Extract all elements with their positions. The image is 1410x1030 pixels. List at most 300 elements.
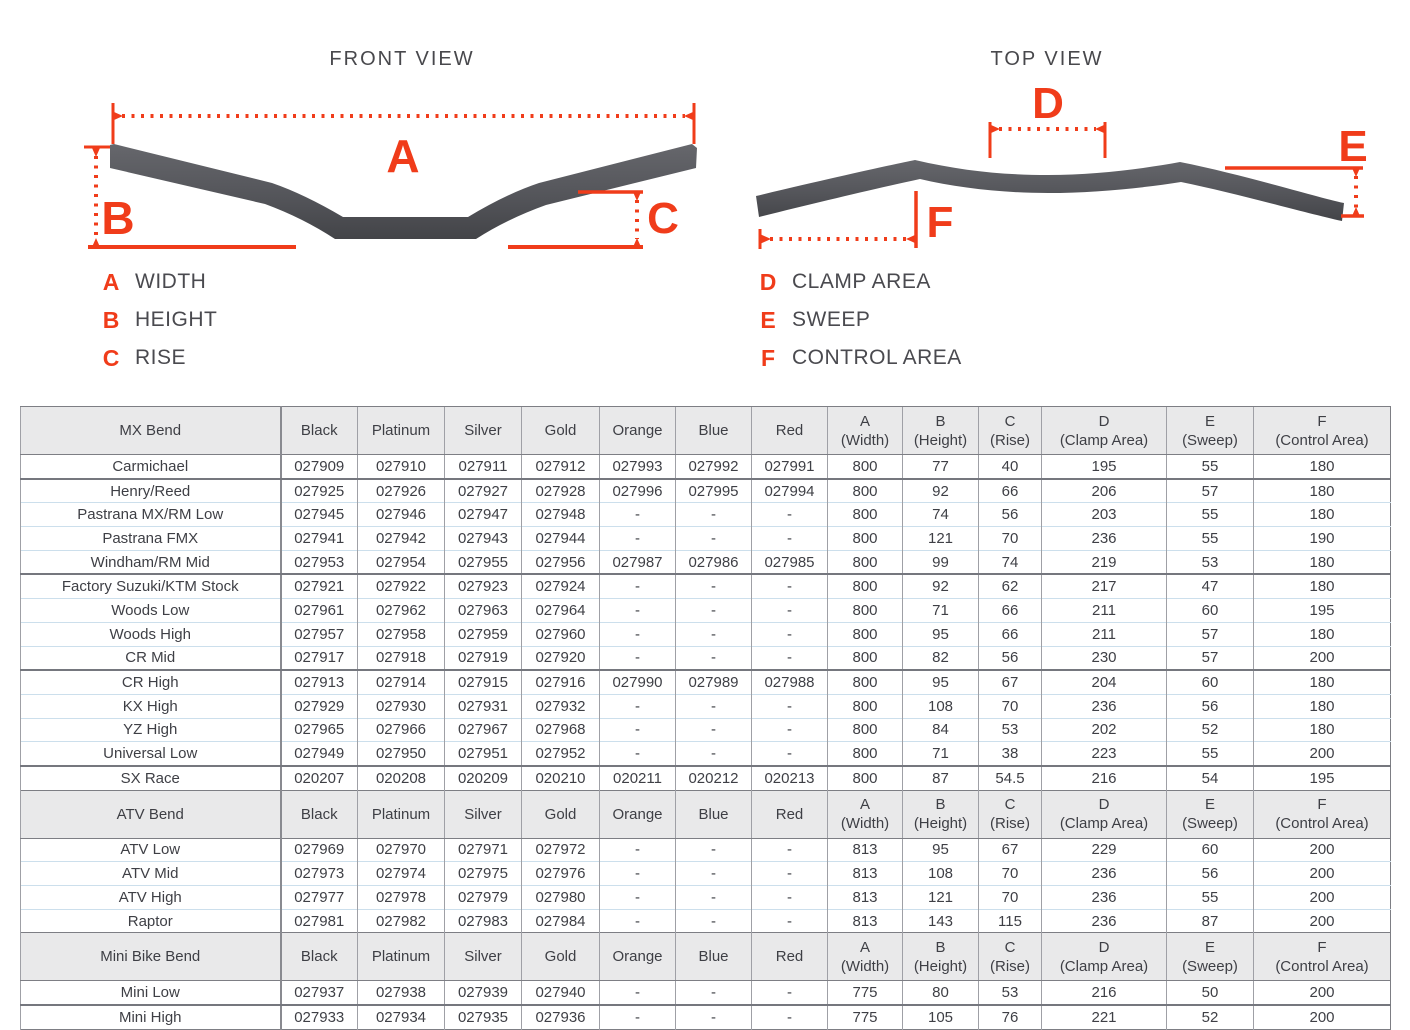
part-number-cell: - — [752, 862, 828, 886]
spec-value-cell: 180 — [1254, 455, 1391, 479]
model-name-cell: Mini High — [21, 1005, 281, 1029]
spec-column-sub: (Clamp Area) — [1059, 957, 1149, 975]
part-number-cell: - — [600, 646, 676, 670]
spec-value-cell: 775 — [828, 981, 903, 1005]
spec-value-cell: 236 — [1042, 909, 1167, 933]
color-column-header: Gold — [522, 407, 600, 455]
spec-value-cell: 206 — [1042, 479, 1167, 503]
spec-value-cell: 76 — [979, 1005, 1042, 1029]
part-number-cell: 027954 — [358, 550, 445, 574]
part-number-cell: - — [600, 527, 676, 551]
spec-column-letter: C — [1004, 938, 1016, 956]
spec-value-cell: 71 — [903, 742, 979, 766]
spec-table — [20, 406, 1391, 1030]
spec-value-cell: 54 — [1167, 766, 1254, 790]
spec-column-header — [903, 933, 979, 981]
spec-column-letter: C — [1004, 412, 1016, 430]
spec-value-cell: 38 — [979, 742, 1042, 766]
part-number-cell: 027937 — [281, 981, 358, 1005]
spec-value-cell: 200 — [1254, 886, 1391, 910]
part-number-cell: - — [676, 742, 752, 766]
table-row — [21, 527, 1391, 551]
spec-column-letter: F — [1317, 938, 1327, 956]
part-number-cell: 020209 — [445, 766, 522, 790]
table-row — [21, 718, 1391, 742]
part-number-cell: 027918 — [358, 646, 445, 670]
spec-column-letter: D — [1098, 938, 1110, 956]
spec-value-cell: 775 — [828, 1005, 903, 1029]
part-number-cell: 027925 — [281, 479, 358, 503]
spec-value-cell: 108 — [903, 694, 979, 718]
color-column-header: Blue — [676, 933, 752, 981]
part-number-cell: - — [752, 742, 828, 766]
part-number-cell: - — [600, 909, 676, 933]
model-name-cell: CR High — [21, 670, 281, 694]
color-column-header: Blue — [676, 407, 752, 455]
spec-value-cell: 74 — [903, 503, 979, 527]
model-name-cell: Raptor — [21, 909, 281, 933]
part-number-cell: - — [600, 886, 676, 910]
table-row — [21, 622, 1391, 646]
color-column-header: Gold — [522, 933, 600, 981]
spec-value-cell: 56 — [1167, 862, 1254, 886]
model-name-cell: Windham/RM Mid — [21, 550, 281, 574]
spec-value-cell: 223 — [1042, 742, 1167, 766]
part-number-cell: 027911 — [445, 455, 522, 479]
part-number-cell: 027943 — [445, 527, 522, 551]
part-number-cell: 027921 — [281, 574, 358, 598]
color-column-header: Black — [281, 407, 358, 455]
spec-column-letter: F — [1317, 412, 1327, 430]
part-number-cell: - — [676, 503, 752, 527]
part-number-cell: 027914 — [358, 670, 445, 694]
part-number-cell: 027940 — [522, 981, 600, 1005]
part-number-cell: 027980 — [522, 886, 600, 910]
part-number-cell: 027945 — [281, 503, 358, 527]
part-number-cell: - — [676, 574, 752, 598]
spec-value-cell: 200 — [1254, 862, 1391, 886]
color-column-header: Red — [752, 407, 828, 455]
part-number-cell: 027960 — [522, 622, 600, 646]
section-header-row — [21, 407, 1391, 455]
part-number-cell: 027970 — [358, 838, 445, 862]
part-number-cell: 027975 — [445, 862, 522, 886]
spec-column-sub: (Width) — [840, 957, 890, 975]
part-number-cell: - — [676, 646, 752, 670]
part-number-cell: 027978 — [358, 886, 445, 910]
spec-value-cell: 53 — [979, 981, 1042, 1005]
spec-value-cell: 80 — [903, 981, 979, 1005]
part-number-cell: 027912 — [522, 455, 600, 479]
spec-value-cell: 230 — [1042, 646, 1167, 670]
spec-value-cell: 54.5 — [979, 766, 1042, 790]
color-column-header: Red — [752, 790, 828, 838]
part-number-cell: 027988 — [752, 670, 828, 694]
spec-value-cell: 800 — [828, 479, 903, 503]
spec-value-cell: 143 — [903, 909, 979, 933]
part-number-cell: 027993 — [600, 455, 676, 479]
part-number-cell: 027909 — [281, 455, 358, 479]
spec-value-cell: 190 — [1254, 527, 1391, 551]
spec-value-cell: 800 — [828, 455, 903, 479]
spec-value-cell: 56 — [979, 503, 1042, 527]
section-header-row — [21, 933, 1391, 981]
spec-column-sub: (Rise) — [990, 957, 1030, 975]
spec-column-sub: (Control Area) — [1275, 957, 1369, 975]
part-number-cell: 027979 — [445, 886, 522, 910]
color-column-header: Black — [281, 933, 358, 981]
spec-value-cell: 115 — [979, 909, 1042, 933]
part-number-cell: 027977 — [281, 886, 358, 910]
part-number-cell: 027929 — [281, 694, 358, 718]
part-number-cell: 027941 — [281, 527, 358, 551]
legend-label-control-area: CONTROL AREA — [792, 346, 962, 369]
spec-value-cell: 55 — [1167, 503, 1254, 527]
spec-value-cell: 56 — [979, 646, 1042, 670]
model-name-cell: CR Mid — [21, 646, 281, 670]
model-name-cell: Pastrana MX/RM Low — [21, 503, 281, 527]
spec-value-cell: 200 — [1254, 981, 1391, 1005]
spec-value-cell: 180 — [1254, 550, 1391, 574]
model-name-cell: Woods Low — [21, 599, 281, 623]
part-number-cell: - — [752, 574, 828, 598]
spec-value-cell: 800 — [828, 742, 903, 766]
part-number-cell: - — [752, 1005, 828, 1029]
spec-value-cell: 800 — [828, 599, 903, 623]
part-number-cell: - — [600, 694, 676, 718]
part-number-cell: 027976 — [522, 862, 600, 886]
part-number-cell: 027917 — [281, 646, 358, 670]
part-number-cell: 027946 — [358, 503, 445, 527]
part-number-cell: 020207 — [281, 766, 358, 790]
model-name-cell: ATV High — [21, 886, 281, 910]
spec-value-cell: 236 — [1042, 862, 1167, 886]
table-row — [21, 694, 1391, 718]
part-number-cell: 020211 — [600, 766, 676, 790]
spec-column-letter: B — [935, 796, 946, 814]
spec-value-cell: 180 — [1254, 694, 1391, 718]
table-row — [21, 742, 1391, 766]
spec-column-header — [979, 790, 1042, 838]
spec-value-cell: 66 — [979, 479, 1042, 503]
part-number-cell: 027950 — [358, 742, 445, 766]
legend-item-clamp-area — [753, 263, 962, 301]
spec-column-letter: E — [1204, 796, 1215, 814]
part-number-cell: 027990 — [600, 670, 676, 694]
part-number-cell: 027981 — [281, 909, 358, 933]
spec-value-cell: 67 — [979, 838, 1042, 862]
spec-column-sub: (Rise) — [990, 431, 1030, 449]
part-number-cell: 027931 — [445, 694, 522, 718]
spec-column-letter: A — [859, 412, 870, 430]
table-row — [21, 766, 1391, 790]
part-number-cell: 027926 — [358, 479, 445, 503]
part-number-cell: - — [676, 527, 752, 551]
part-number-cell: 027910 — [358, 455, 445, 479]
front-dim-a-label: A — [386, 130, 420, 182]
part-number-cell: 020208 — [358, 766, 445, 790]
spec-value-cell: 53 — [1167, 550, 1254, 574]
table-row — [21, 1005, 1391, 1029]
part-number-cell: - — [752, 527, 828, 551]
part-number-cell: 020212 — [676, 766, 752, 790]
part-number-cell: - — [676, 694, 752, 718]
part-number-cell: 020210 — [522, 766, 600, 790]
part-number-cell: 027992 — [676, 455, 752, 479]
part-number-cell: 027947 — [445, 503, 522, 527]
spec-column-header — [1167, 407, 1254, 455]
table-row — [21, 909, 1391, 933]
model-name-cell: ATV Mid — [21, 862, 281, 886]
part-number-cell: - — [676, 599, 752, 623]
spec-column-header — [1254, 933, 1391, 981]
spec-value-cell: 87 — [1167, 909, 1254, 933]
spec-column-sub: (Clamp Area) — [1059, 431, 1149, 449]
part-number-cell: 027913 — [281, 670, 358, 694]
color-column-header: Silver — [445, 407, 522, 455]
part-number-cell: 027956 — [522, 550, 600, 574]
spec-value-cell: 800 — [828, 503, 903, 527]
spec-value-cell: 87 — [903, 766, 979, 790]
spec-column-letter: E — [1204, 938, 1215, 956]
spec-value-cell: 92 — [903, 479, 979, 503]
spec-value-cell: 211 — [1042, 622, 1167, 646]
table-row — [21, 646, 1391, 670]
color-column-header: Silver — [445, 790, 522, 838]
top-dim-f-label: F — [926, 198, 954, 247]
spec-value-cell: 180 — [1254, 622, 1391, 646]
color-column-header: Platinum — [358, 790, 445, 838]
spec-value-cell: 55 — [1167, 886, 1254, 910]
part-number-cell: 027928 — [522, 479, 600, 503]
part-number-cell: - — [676, 886, 752, 910]
part-number-cell: - — [752, 694, 828, 718]
part-number-cell: 027995 — [676, 479, 752, 503]
legend-letter-f: F — [760, 344, 776, 371]
table-row — [21, 455, 1391, 479]
color-column-header: Orange — [600, 407, 676, 455]
part-number-cell: 027916 — [522, 670, 600, 694]
spec-value-cell: 70 — [979, 862, 1042, 886]
part-number-cell: 027972 — [522, 838, 600, 862]
spec-column-header — [1042, 933, 1167, 981]
spec-column-header — [1254, 790, 1391, 838]
spec-value-cell: 92 — [903, 574, 979, 598]
spec-value-cell: 800 — [828, 694, 903, 718]
spec-value-cell: 813 — [828, 886, 903, 910]
part-number-cell: 027933 — [281, 1005, 358, 1029]
table-row — [21, 503, 1391, 527]
spec-value-cell: 52 — [1167, 1005, 1254, 1029]
legend-label-width: WIDTH — [135, 270, 207, 293]
color-column-header: Silver — [445, 933, 522, 981]
table-row — [21, 479, 1391, 503]
spec-value-cell: 195 — [1254, 766, 1391, 790]
front-view-legend — [96, 263, 217, 377]
spec-value-cell: 50 — [1167, 981, 1254, 1005]
top-dim-d-label: D — [1032, 79, 1064, 128]
model-name-cell: Pastrana FMX — [21, 527, 281, 551]
spec-value-cell: 204 — [1042, 670, 1167, 694]
spec-value-cell: 70 — [979, 694, 1042, 718]
legend-letter-a: A — [102, 268, 120, 295]
spec-value-cell: 60 — [1167, 599, 1254, 623]
spec-value-cell: 200 — [1254, 646, 1391, 670]
table-row — [21, 670, 1391, 694]
top-view-legend — [753, 263, 962, 377]
spec-value-cell: 57 — [1167, 479, 1254, 503]
spec-column-header — [1042, 790, 1167, 838]
spec-value-cell: 800 — [828, 670, 903, 694]
table-row — [21, 886, 1391, 910]
model-name-cell: KX High — [21, 694, 281, 718]
part-number-cell: 027936 — [522, 1005, 600, 1029]
spec-column-letter: B — [935, 412, 946, 430]
part-number-cell: 027942 — [358, 527, 445, 551]
spec-value-cell: 95 — [903, 838, 979, 862]
spec-value-cell: 121 — [903, 527, 979, 551]
spec-column-letter: D — [1098, 796, 1110, 814]
spec-column-sub: (Rise) — [990, 815, 1030, 833]
part-number-cell: - — [752, 718, 828, 742]
part-number-cell: 027948 — [522, 503, 600, 527]
spec-value-cell: 180 — [1254, 718, 1391, 742]
part-number-cell: - — [600, 981, 676, 1005]
spec-value-cell: 70 — [979, 886, 1042, 910]
spec-value-cell: 67 — [979, 670, 1042, 694]
part-number-cell: 027944 — [522, 527, 600, 551]
spec-value-cell: 82 — [903, 646, 979, 670]
spec-column-header — [903, 790, 979, 838]
part-number-cell: 027927 — [445, 479, 522, 503]
spec-value-cell: 800 — [828, 574, 903, 598]
spec-value-cell: 95 — [903, 670, 979, 694]
spec-value-cell: 60 — [1167, 670, 1254, 694]
model-name-cell: Universal Low — [21, 742, 281, 766]
spec-column-sub: (Sweep) — [1182, 815, 1238, 833]
spec-value-cell: 195 — [1042, 455, 1167, 479]
spec-value-cell: 77 — [903, 455, 979, 479]
legend-item-control-area — [753, 339, 962, 377]
spec-column-letter: D — [1098, 412, 1110, 430]
spec-value-cell: 66 — [979, 599, 1042, 623]
spec-value-cell: 55 — [1167, 455, 1254, 479]
spec-value-cell: 800 — [828, 550, 903, 574]
part-number-cell: 027930 — [358, 694, 445, 718]
color-column-header: Black — [281, 790, 358, 838]
spec-value-cell: 74 — [979, 550, 1042, 574]
section-name-header: Mini Bike Bend — [21, 933, 281, 981]
color-column-header: Orange — [600, 790, 676, 838]
part-number-cell: 027959 — [445, 622, 522, 646]
legend-item-rise — [96, 339, 217, 377]
model-name-cell: YZ High — [21, 718, 281, 742]
spec-value-cell: 216 — [1042, 766, 1167, 790]
color-column-header: Blue — [676, 790, 752, 838]
part-number-cell: - — [600, 718, 676, 742]
part-number-cell: 027952 — [522, 742, 600, 766]
part-number-cell: - — [600, 742, 676, 766]
spec-column-header — [828, 790, 903, 838]
spec-value-cell: 813 — [828, 862, 903, 886]
part-number-cell: - — [600, 599, 676, 623]
part-number-cell: 027935 — [445, 1005, 522, 1029]
spec-value-cell: 55 — [1167, 527, 1254, 551]
spec-value-cell: 229 — [1042, 838, 1167, 862]
part-number-cell: 027961 — [281, 599, 358, 623]
spec-column-header — [903, 407, 979, 455]
spec-column-letter: C — [1004, 796, 1016, 814]
spec-value-cell: 40 — [979, 455, 1042, 479]
part-number-cell: - — [752, 838, 828, 862]
model-name-cell: Factory Suzuki/KTM Stock — [21, 574, 281, 598]
legend-letter-b: B — [102, 306, 120, 333]
part-number-cell: - — [600, 574, 676, 598]
spec-value-cell: 99 — [903, 550, 979, 574]
part-number-cell: 027939 — [445, 981, 522, 1005]
spec-value-cell: 52 — [1167, 718, 1254, 742]
part-number-cell: - — [676, 862, 752, 886]
spec-column-sub: (Height) — [913, 815, 968, 833]
spec-value-cell: 180 — [1254, 574, 1391, 598]
legend-label-height: HEIGHT — [135, 308, 218, 331]
part-number-cell: - — [752, 503, 828, 527]
spec-value-cell: 202 — [1042, 718, 1167, 742]
spec-column-header — [1042, 407, 1167, 455]
spec-value-cell: 47 — [1167, 574, 1254, 598]
part-number-cell: - — [676, 718, 752, 742]
color-column-header: Red — [752, 933, 828, 981]
part-number-cell: - — [600, 503, 676, 527]
part-number-cell: - — [752, 886, 828, 910]
spec-value-cell: 813 — [828, 909, 903, 933]
spec-value-cell: 211 — [1042, 599, 1167, 623]
part-number-cell: 027923 — [445, 574, 522, 598]
part-number-cell: 027957 — [281, 622, 358, 646]
model-name-cell: Woods High — [21, 622, 281, 646]
part-number-cell: 027989 — [676, 670, 752, 694]
part-number-cell: 027986 — [676, 550, 752, 574]
part-number-cell: - — [676, 981, 752, 1005]
legend-letter-c: C — [102, 344, 120, 371]
top-dim-e-label: E — [1338, 122, 1368, 171]
spec-value-cell: 203 — [1042, 503, 1167, 527]
part-number-cell: - — [752, 981, 828, 1005]
spec-column-header — [1167, 933, 1254, 981]
spec-value-cell: 60 — [1167, 838, 1254, 862]
part-number-cell: 027991 — [752, 455, 828, 479]
part-number-cell: 027982 — [358, 909, 445, 933]
part-number-cell: 027920 — [522, 646, 600, 670]
table-row — [21, 550, 1391, 574]
part-number-cell: 027966 — [358, 718, 445, 742]
part-number-cell: 027922 — [358, 574, 445, 598]
spec-value-cell: 108 — [903, 862, 979, 886]
spec-column-header — [828, 407, 903, 455]
legend-letter-d: D — [759, 268, 777, 295]
part-number-cell: 027983 — [445, 909, 522, 933]
spec-value-cell: 219 — [1042, 550, 1167, 574]
spec-value-cell: 236 — [1042, 886, 1167, 910]
front-view-title: FRONT VIEW — [329, 48, 475, 70]
part-number-cell: 027963 — [445, 599, 522, 623]
part-number-cell: 027973 — [281, 862, 358, 886]
spec-column-letter: B — [935, 938, 946, 956]
spec-column-header — [828, 933, 903, 981]
spec-column-header — [1254, 407, 1391, 455]
part-number-cell: - — [676, 838, 752, 862]
spec-column-letter: F — [1317, 796, 1327, 814]
